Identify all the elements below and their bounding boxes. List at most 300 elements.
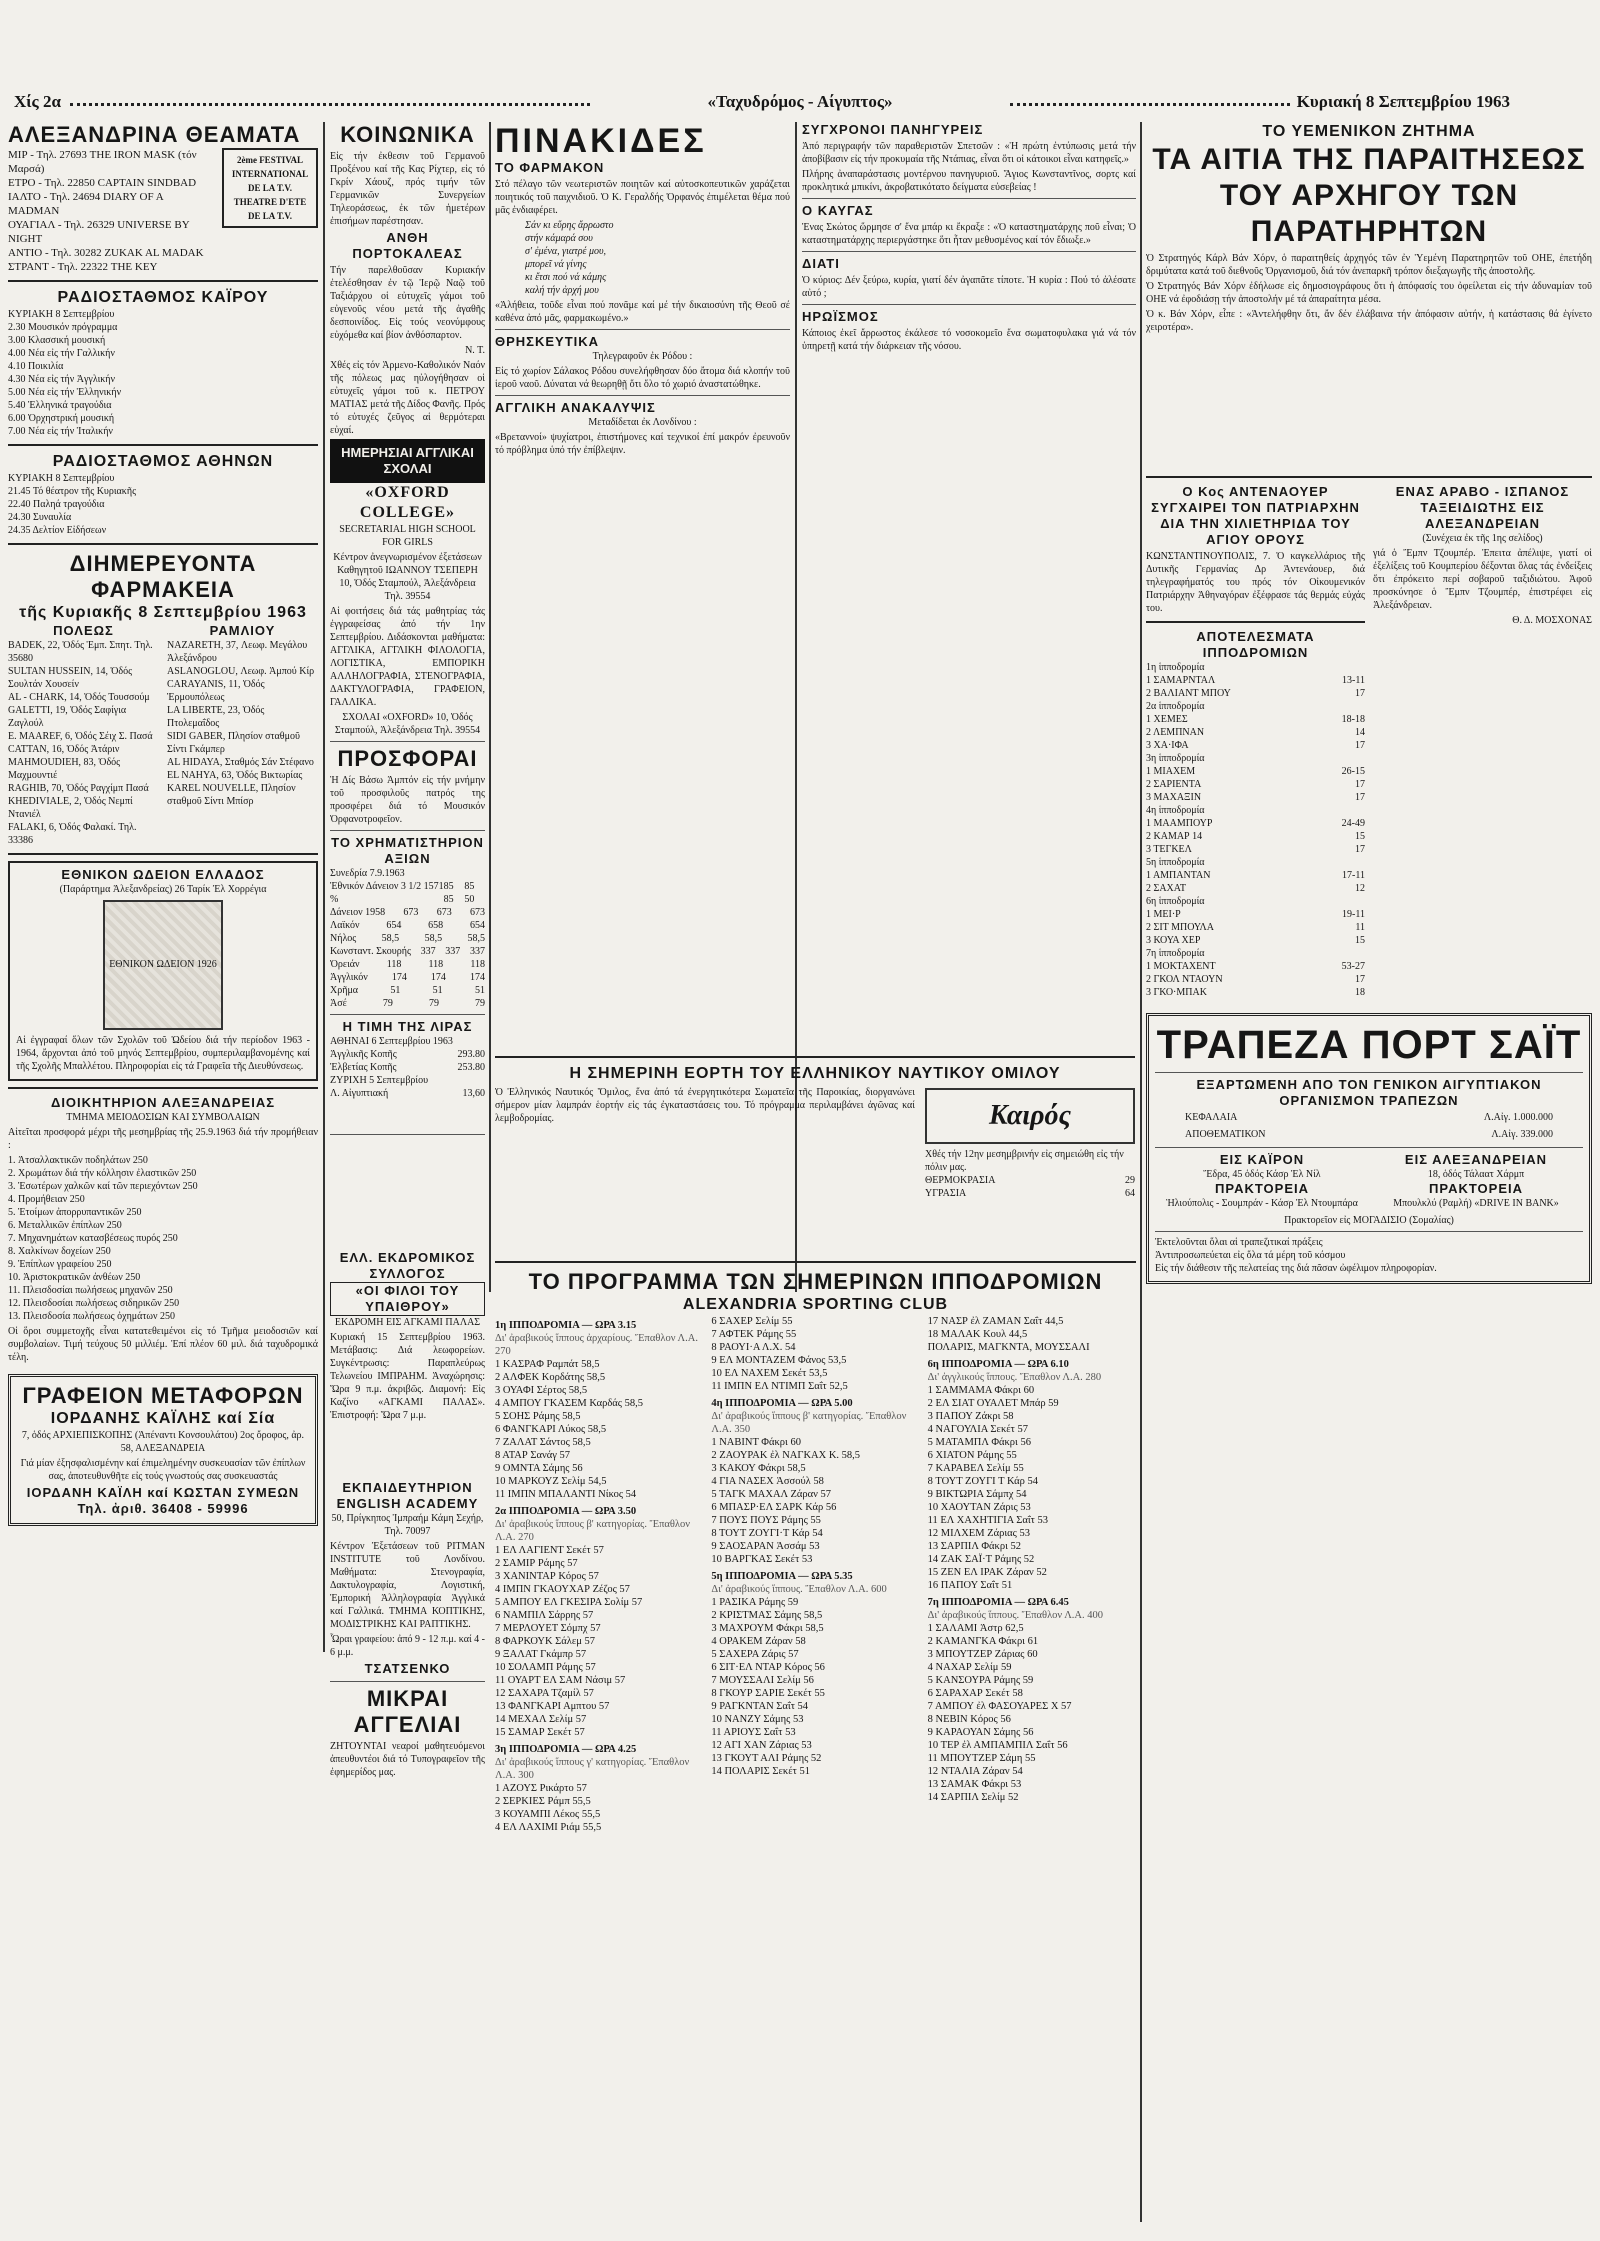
weather-table bbox=[925, 1174, 1135, 1200]
race-runner: 7 ΖΑΛΑΤ Σάντος 58,5 bbox=[495, 1437, 591, 1448]
transport-heading: ΓΡΑΦΕΙΟΝ ΜΕΤΑΦΟΡΩΝ bbox=[22, 1383, 304, 1408]
admin-items-list bbox=[8, 1154, 318, 1323]
column-news-lower bbox=[1146, 470, 1592, 2130]
race-runner: 11 ΟΥΑΡΤ ΕΛ ΣΑΜ Νάσιμ 57 bbox=[495, 1675, 626, 1686]
race-runner: 4 ΟΡΑΚΕΜ Ζάραν 58 bbox=[711, 1636, 806, 1647]
result-row-cell: 3 ΤΕΓΚΕΛ bbox=[1146, 844, 1192, 855]
bank-cairo-agencies: Ἡλιούπολις - Σουμπράν - Κάσρ Ἐλ Ντουμπάρα bbox=[1166, 1198, 1358, 1209]
religion-heading: ΘΡΗΣΚΕΥΤΙΚΑ bbox=[495, 334, 600, 349]
race-heading: 3η ΙΠΠΟΔΡΟΜΙΑ — ΩΡΑ 4.25 bbox=[495, 1744, 637, 1755]
race-runner: 4 ΕΛ ΛΑΧΙΜΙ Ριάμ 55,5 bbox=[495, 1822, 602, 1833]
radio-cairo-schedule bbox=[8, 308, 318, 438]
stock-row-cell: 79 bbox=[428, 998, 439, 1009]
race-runner: 3 ΚΟΥΑΜΠΙ Λέκος 55,5 bbox=[495, 1809, 601, 1820]
stock-row-cell: 654 bbox=[469, 920, 485, 931]
race-runner: 7 ΚΑΡΑΒΕΛ Σελίμ 55 bbox=[927, 1463, 1024, 1474]
weather-row-cell: 29 bbox=[1125, 1175, 1135, 1186]
column-rule bbox=[323, 122, 325, 1652]
bank-name: ΤΡΑΠΕΖΑ ΠΟΡΤ ΣΑΪΤ bbox=[1156, 1023, 1582, 1067]
result-row-cell: 2 ΛΕΜΠΝΑΝ bbox=[1146, 727, 1205, 738]
race-runner: 2 ΑΛΦΕΚ Κορδάτης 58,5 bbox=[495, 1372, 606, 1383]
race-heading: 1η ΙΠΠΟΔΡΟΜΙΑ — ΩΡΑ 3.15 bbox=[495, 1320, 637, 1331]
bank-service: Ἀντιπροσωπεύεται εἰς ὅλα τά μέρη τοῦ κόσμου bbox=[1155, 1250, 1346, 1261]
result-row-cell: 3η ἱπποδρομία bbox=[1146, 753, 1205, 764]
pharmacy-entry: NAZARETH, 37, Λεωφ. Μεγάλου Ἀλεξάνδρου bbox=[167, 640, 308, 664]
stock-row-cell: 118 bbox=[428, 959, 444, 970]
column-rule bbox=[1140, 122, 1142, 2222]
race-runner: 1 ΑΖΟΥΣ Ρικάρτο 57 bbox=[495, 1783, 587, 1794]
stock-row-cell: 337 bbox=[445, 946, 461, 957]
race-runner: 7 ΜΟΥΣΣΑΛΙ Σελίμ 56 bbox=[711, 1675, 814, 1686]
stock-row-cell: 118 bbox=[386, 959, 402, 970]
masthead-rule-left bbox=[70, 103, 590, 106]
result-row bbox=[1146, 947, 1365, 960]
race-runner: 8 ΝΕΒΙΝ Κόρος 56 bbox=[927, 1714, 1011, 1725]
navy-text: Ὁ Ἑλληνικός Ναυτικός Ὅμιλος, ἕνα ἀπό τά ἐνεργητικότερα Σωματεῖα τῆς Παροικίας, διοργανώνει σήμερον μίαν λαμπράν ἑορτήν εἰς τάς ἐγκαταστάσεις του. Τό πρόγραμμα περιλαμβάνει ἀγῶνας καί λεμβοδρομίας. bbox=[495, 1087, 915, 1124]
wedding-text: Τήν παρελθοῦσαν Κυριακήν ἐτελέσθησαν ἐν τῷ Ἱερῷ Ναῷ τοῦ Ταξιάρχου οἱ εὐτυχεῖς γάμοι τοῦ εὐγενοῦς νέου μετά τῆς ἀγαθῆς δεσποινίδος. Εἰς τούς νεονύμφους εὐχόμεθα καί βίον ἀνθόσπαρτον. bbox=[330, 265, 485, 341]
academy-text: Κέντρον Ἐξετάσεων τοῦ PITMAN INSTITUTE τοῦ Λονδίνου. Μαθήματα: Στενογραφία, Δακτυλογραφία, Λογιστική, Ἐμπορική Ἀλληλογραφία Ἀγγλικά καί Γαλλικά. ΤΜΗΜΑ ΚΟΠΤΙΚΗΣ, ΜΟΔΙΣΤΡΙΚΗΣ ΚΑΙ ΡΑΠΤΙΚΗΣ. bbox=[330, 1541, 485, 1630]
stock-row-cell: Χρῆμα bbox=[330, 985, 359, 996]
race-runner: 3 ΧΑΝΙΝΤΑΡ Κόρος 57 bbox=[495, 1571, 599, 1582]
pharmacy-entry: EL NAHYA, 63, Ὁδός Βικτωρίας bbox=[167, 770, 303, 781]
race-runner: 2 ΖΑΟΥΡΑΚ ἐλ ΝΑΓΚΑΧ Κ. 58,5 bbox=[711, 1450, 861, 1461]
poison-heading: ΤΟ ΦΑΡΜΑΚΟΝ bbox=[495, 160, 605, 175]
theatre-entry: ΙΑΛΤΟ - Τηλ. 24694 DIARY OF A MADMAN bbox=[8, 191, 164, 217]
race-runner: 10 ΣΟΛΑΜΠ Ράμης 57 bbox=[495, 1662, 596, 1673]
race-runner: 15 ΣΑΜΑΡ Σεκέτ 57 bbox=[495, 1727, 585, 1738]
block-academy bbox=[330, 1480, 485, 2180]
radio-athens-heading: ΡΑΔΙΟΣΤΑΘΜΟΣ ΑΘΗΝΩΝ bbox=[52, 453, 274, 470]
race-runner: 7 ΠΟΥΣ ΠΟΥΣ Ράμης 55 bbox=[711, 1515, 821, 1526]
column-entertainment bbox=[8, 122, 318, 2232]
excursion-text: Κυριακή 15 Σεπτεμβρίου 1963. Μετάβασις: Διά λεωφορείων. Συγκέντρωσις: Παραπλεύρως Τελωνείου ΙΜΠΡΑΗΜ. Ἀναχώρησις: Ὥρα 9 π.μ. ἀκριβῶς. Διαμονή: Εἰς Καζίνο «ΑΓΚΑΜΙ ΠΑΛΑΣ». Ἐπιστροφή: Ὥρα 7 μ.μ. bbox=[330, 1332, 485, 1421]
pharmacy-entry: RAGHIB, 70, Ὁδός Ραγχίμπ Πασά bbox=[8, 783, 149, 794]
poem bbox=[495, 219, 790, 297]
anglican-text: «Βρεταννοί» ψυχίατροι, ἐπιστήμονες καί τεχνικοί ἐπί μακρόν ἐρευνοῦν τό πρόβλημα ὑπό τήν ἐπίβλεψιν. bbox=[495, 432, 790, 456]
bank-somalia: Πρακτορεῖον εἰς ΜΟΓΑΔΙΣΙΟ (Σομαλίας) bbox=[1284, 1215, 1454, 1226]
fair-text: Πλήρης ἀναπαράστασις μοντέρνου πανηγυριοῦ. Ἅγιος Κωνσταντῖνος, σορτς καί προκλητικά μπικίνι, ἀκροβατικότατο δείγματα εὐσεβείας ! bbox=[802, 169, 1136, 193]
pharmacy-ramleh-list bbox=[167, 639, 318, 808]
result-row-cell: 2 ΓΚΟΛ ΝΤΑΟΥΝ bbox=[1146, 974, 1223, 985]
pound-row-cell: 253.80 bbox=[457, 1062, 485, 1073]
pharmacy-entry: ASLANOGLOU, Λεωφ. Ἀμπού Κίρ bbox=[167, 666, 315, 677]
school-contact: Κέντρον ἀνεγνωρισμένον ἐξετάσεων Καθηγητοῦ ΙΩΑΝΝΟΥ ΤΣΕΠΕΡΗ 10, Ὁδός Σταμπούλ, Ἀλεξάνδρεια Τηλ. 39554 bbox=[333, 552, 482, 602]
result-row bbox=[1146, 882, 1365, 895]
admin-item: 10. Ἀριστοκρατικῶν ἀνθέων 250 bbox=[8, 1272, 141, 1283]
pharmacy-entry: BADEK, 22, Ὁδός Ἐμπ. Σπητ. Τηλ. 35680 bbox=[8, 640, 153, 664]
radio-entry: 22.40 Παληά τραγούδια bbox=[8, 499, 105, 510]
bank-alex-heading: ΕΙΣ ΑΛΕΞΑΝΔΡΕΙΑΝ bbox=[1404, 1152, 1548, 1167]
radio-entry: ΚΥΡΙΑΚΗ 8 Σεπτεμβρίου bbox=[8, 473, 115, 484]
result-row-cell: 17-11 bbox=[1342, 870, 1365, 881]
admin-item: 5. Ἑτοίμων ἀπορρυπαντικῶν 250 bbox=[8, 1207, 142, 1218]
race-runner: 8 ΡΑΟΥΙ·Α Λ.Χ. 54 bbox=[711, 1342, 796, 1353]
race-runner: 1 ΣΑΛΑΜΙ Ἀστρ 62,5 bbox=[927, 1623, 1024, 1634]
yemen-text-3: Ὁ κ. Βάν Χόρν, εἶπε : «Ἀντελήφθην ὅτι, ἄν δέν ἐλάβαινα τήν ἀπόφασιν αὐτήν, ἡ κατάστασις θά ἐγίνετο χειροτέρα». bbox=[1146, 309, 1592, 333]
radio-entry: 21.45 Τό θέατρον τῆς Κυριακῆς bbox=[8, 486, 137, 497]
pharmacy-entry: FALAKI, 6, Ὁδός Φαλακί. Τηλ. 33386 bbox=[8, 822, 137, 846]
result-row bbox=[1146, 700, 1365, 713]
result-row-cell: 11 bbox=[1355, 922, 1365, 933]
result-row bbox=[1146, 765, 1365, 778]
quarrel-heading: Ο ΚΑΥΓΑΣ bbox=[802, 203, 874, 218]
race-runner: 1 ΝΑΒΙΝΤ Φάκρι 60 bbox=[711, 1437, 801, 1448]
stock-row-cell: 58,5 bbox=[467, 933, 485, 944]
stock-row bbox=[330, 906, 485, 919]
navy-article bbox=[495, 1050, 1135, 1250]
wedding-signature: Ν. Τ. bbox=[465, 345, 485, 356]
pound-row-cell: 13,60 bbox=[462, 1088, 485, 1099]
race-runner: 17 ΝΑΣΡ ἐλ ΖΑΜΑΝ Σαΐτ 44,5 bbox=[927, 1316, 1064, 1327]
result-row bbox=[1146, 687, 1365, 700]
radio-entry: 2.30 Μουσικόν πρόγραμμα bbox=[8, 322, 118, 333]
social-heading: ΚΟΙΝΩΝΙΚΑ bbox=[340, 122, 475, 147]
stock-row-cell: 58,5 bbox=[424, 933, 443, 944]
result-row bbox=[1146, 713, 1365, 726]
race-runner: 9 ΕΛ ΜΟΝΤΑΖΕΜ Φάνος 53,5 bbox=[711, 1355, 847, 1366]
stock-row-cell: Νήλος bbox=[330, 933, 357, 944]
admin-item: 13. Πλεισδοσία πωλήσεως ὀχημάτων 250 bbox=[8, 1311, 176, 1322]
excursion-subheading: ΕΚΔΡΟΜΗ ΕΙΣ ΑΓΚΑΜΙ ΠΑΛΑΣ bbox=[334, 1317, 481, 1328]
arab-subheading: (Συνέχεια ἐκ τῆς 1ης σελίδος) bbox=[1422, 533, 1543, 544]
stock-row-cell: Δάνειον 1958 bbox=[330, 907, 386, 918]
bank-agencies-heading-alex: ΠΡΑΚΤΟΡΕΙΑ bbox=[1428, 1181, 1524, 1196]
race-runner: 7 ΑΜΠΟΥ ἐλ ΦΑΣΟΥΑΡΕΣ Χ 57 bbox=[927, 1701, 1072, 1712]
radio-entry: 24.30 Συναυλία bbox=[8, 512, 72, 523]
poem-line: καλή τήν ἀρχή μου bbox=[525, 285, 599, 296]
pharmacy-entry: KAREL NOUVELLE, Πλησίον σταθμοῦ Σίντι Μπίσρ bbox=[167, 783, 296, 807]
school-phone: ΣΧΟΛΑΙ «OXFORD» 10, Ὁδός Σταμπούλ, Ἀλεξάνδρεια Τηλ. 39554 bbox=[334, 712, 481, 736]
poem-line: στήν κάμαρά σου bbox=[525, 233, 593, 244]
why-heading: ΔΙΑΤΙ bbox=[802, 256, 840, 271]
conservatory-subheading: (Παράρτημα Ἀλεξανδρείας) 26 Ταρίκ Ἐλ Χορρέγια bbox=[59, 884, 267, 895]
stock-date: Συνεδρία 7.9.1963 bbox=[330, 868, 405, 879]
race-runner: 6 ΣΙΤ·ΕΛ ΝΤΑΡ Κόρος 56 bbox=[711, 1662, 825, 1673]
religion-subheading: Τηλεγραφοῦν ἐκ Ρόδου : bbox=[592, 351, 693, 362]
race-runner: 10 ΒΑΡΓΚΑΣ Σεκέτ 53 bbox=[711, 1554, 813, 1565]
result-row bbox=[1146, 804, 1365, 817]
result-row-cell: 3 ΜΑΧΑΞΙΝ bbox=[1146, 792, 1202, 803]
result-row bbox=[1146, 908, 1365, 921]
stock-row-cell: 51 bbox=[432, 985, 443, 996]
race-heading: 5η ΙΠΠΟΔΡΟΜΙΑ — ΩΡΑ 5.35 bbox=[711, 1571, 853, 1582]
race-runner: 9 ΞΑΛΑΤ Γκάμπρ 57 bbox=[495, 1649, 587, 1660]
patriarch-headline: Ο Κος ΑΝΤΕΝΑΟΥΕΡ ΣΥΓΧΑΙΡΕΙ ΤΟΝ ΠΑΤΡΙΑΡΧΗΝ ΔΙΑ ΤΗΝ ΧΙΛΙΕΤΗΡΙΔΑ ΤΟΥ ΑΓΙΟΥ ΟΡΟΥΣ bbox=[1151, 484, 1360, 547]
race-runner: 11 ΙΜΠΝ ΕΛ ΝΤΙΜΠ Σαΐτ 52,5 bbox=[711, 1381, 848, 1392]
pharmacy-entry: AL HIDAYA, Σταθμός Σάν Στέφανο bbox=[167, 757, 314, 768]
result-row bbox=[1146, 960, 1365, 973]
weather-row bbox=[925, 1174, 1135, 1187]
bank-alex-agencies: Μπουλκλύ (Ραμλή) «DRIVE IN BANK» bbox=[1393, 1198, 1559, 1209]
race-column-right bbox=[928, 1315, 1136, 1834]
race-runner: 8 ΦΑΡΚΟΥΚ Σάλεμ 57 bbox=[495, 1636, 596, 1647]
race-runner: 8 ΤΟΥΤ ΖΟΥΓΙ·Τ Κάρ 54 bbox=[711, 1528, 823, 1539]
pound-row-cell: Λ. Αἰγυπτιακή bbox=[330, 1088, 389, 1099]
stock-row-cell: Ὀρειάν bbox=[330, 959, 360, 970]
result-row-cell: 2 ΒΑΛΙΑΝΤ ΜΠΟΥ bbox=[1146, 688, 1231, 699]
stock-row-cell: 118 bbox=[470, 959, 485, 970]
result-row-cell: 1η ἱπποδρομία bbox=[1146, 662, 1205, 673]
race-runner: 8 ΓΚΟΥΡ ΣΑΡΙΕ Σεκέτ 55 bbox=[711, 1688, 825, 1699]
race-runner: 9 ΣΑΟΣΑΡΑΝ Ἀσσάμ 53 bbox=[711, 1541, 820, 1552]
race-runner: 4 ΝΑΧΑΡ Σελίμ 59 bbox=[927, 1662, 1012, 1673]
stock-row-cell: 174 bbox=[391, 972, 407, 983]
result-row-cell: 1 ΜΑΑΜΠΟΥΡ bbox=[1146, 818, 1213, 829]
arab-signature: Θ. Δ. ΜΟΣΧΟΝΑΣ bbox=[1512, 615, 1592, 626]
poison-text: Στό πέλαγο τῶν νεωτεριστῶν ποιητῶν καί αὐτοσκοπευτικῶν χαράζεται ποιητικός τοῦ παιχνιδιοῦ. Ὁ Κ. Γεραλδής Ὀρφανός ἐπιμέλεται θέμα πού μᾶς ἐνδιαφέρει. bbox=[495, 179, 790, 216]
race-runner: 10 ΕΛ ΝΑΧΕΜ Σεκέτ 53,5 bbox=[711, 1368, 828, 1379]
masthead bbox=[0, 92, 1600, 118]
stock-row-cell: 673 bbox=[403, 907, 419, 918]
admin-item: 4. Προμήθειαν 250 bbox=[8, 1194, 85, 1205]
result-row bbox=[1146, 921, 1365, 934]
result-row-cell: 1 ΜΟΚΤΑΧΕΝΤ bbox=[1146, 961, 1216, 972]
fair-heading: ΣΥΓΧΡΟΝΟΙ ΠΑΝΗΓΥΡΕΙΣ bbox=[802, 122, 984, 137]
radio-entry: 5.40 Ἑλληνικά τραγούδια bbox=[8, 400, 112, 411]
race-heading: 6η ΙΠΠΟΔΡΟΜΙΑ — ΩΡΑ 6.10 bbox=[927, 1359, 1069, 1370]
pharmacy-entry: SIDI GABER, Πλησίον σταθμοῦ Σίντι Γκάμπερ bbox=[167, 731, 300, 755]
race-runner: 6 ΜΠΑΣΡ·ΕΛ ΣΑΡΚ Κάρ 56 bbox=[711, 1502, 837, 1513]
race-runner: 10 ΤΕΡ ἐλ ΑΜΠΑΜΠΙΛ Σαΐτ 56 bbox=[927, 1740, 1068, 1751]
result-row bbox=[1146, 661, 1365, 674]
race-heading: 4η ΙΠΠΟΔΡΟΜΙΑ — ΩΡΑ 5.00 bbox=[711, 1398, 853, 1409]
stock-row-cell: Λαϊκόν bbox=[330, 920, 360, 931]
race-runner: 4 ΝΑΓΟΥΛΙΑ Σεκέτ 57 bbox=[927, 1424, 1028, 1435]
results-heading: ΑΠΟΤΕΛΕΣΜΑΤΑ ΙΠΠΟΔΡΟΜΙΩΝ bbox=[1196, 629, 1315, 660]
religion-text: Εἰς τό χωρίον Σάλακος Ρόδου συνελήφθησαν δύο ἄτομα διά κλοπήν τοῦ ἱεροῦ ναοῦ. Δύναται νά θεωρηθῇ ὅτι ὅλο τό χωριό ἀναστατώθηκε. bbox=[495, 366, 790, 390]
result-row-cell: 5η ἱπποδρομία bbox=[1146, 857, 1205, 868]
race-runner: 7 ΜΕΡΛΟΥΕΤ Σόμπχ 57 bbox=[495, 1623, 601, 1634]
admin-item: 8. Χαλκίνων δοχείων 250 bbox=[8, 1246, 111, 1257]
result-row-cell: 26-15 bbox=[1341, 766, 1365, 777]
race-runner: 5 ΤΑΓΚ ΜΑΧΑΛ Ζάραν 57 bbox=[711, 1489, 832, 1500]
stock-row-cell: 337 bbox=[420, 946, 436, 957]
pharmacy-entry: AL - CHARK, 14, Ὁδός Τουσσούμ bbox=[8, 692, 150, 703]
race-runner: 6 ΦΑΝΓΚΑΡΙ Λύκος 58,5 bbox=[495, 1424, 607, 1435]
result-row-cell: 4η ἱπποδρομία bbox=[1146, 805, 1205, 816]
stock-row-cell: 79 bbox=[475, 998, 485, 1009]
why-text: Ὁ κύριος: Δέν ξεύρω, κυρία, γιατί δέν ἀγαπᾶτε τίποτε. Ἡ κυρία : Πού τό ἀλέσατε αὐτό ; bbox=[802, 275, 1136, 299]
race-column-middle bbox=[711, 1315, 919, 1834]
race-runner: 11 ΕΛ ΧΑΧΗΤΙΓΙΑ Σαΐτ 53 bbox=[927, 1515, 1048, 1526]
result-row bbox=[1146, 869, 1365, 882]
race-runner: 14 ΜΕΧΑΛ Σελίμ 57 bbox=[495, 1714, 587, 1725]
stock-row-cell: 51 bbox=[390, 985, 401, 996]
column-pinakides bbox=[495, 122, 790, 1162]
admin-footer: Οἱ ὅροι συμμετοχῆς εἶναι κατατεθειμένοι εἰς τό Τμῆμα μειοδοσιῶν καί συμβολαίων. Τιμή τεύχους 50 μιλλιέμ. Ἐπί πλέον 60 μιλ. διά ταχυδρομικά τέλη. bbox=[8, 1326, 318, 1363]
admin-item: 7. Μηχανημάτων κατασβέσεως πυρός 250 bbox=[8, 1233, 178, 1244]
pound-row-cell: Ἐλβετίας Κοπῆς bbox=[330, 1062, 397, 1073]
race-runner: 13 ΦΑΝΓΚΑΡΙ Αμπτου 57 bbox=[495, 1701, 610, 1712]
excursion-heading: «ΟΙ ΦΙΛΟΙ ΤΟΥ ΥΠΑΙΘΡΟΥ» bbox=[330, 1282, 485, 1316]
spacer-2 bbox=[802, 980, 1136, 1050]
result-row bbox=[1146, 726, 1365, 739]
radio-entry: 7.00 Νέα εἰς τήν Ἰταλικήν bbox=[8, 426, 113, 437]
pharmacy-entry: CARAYANIS, 11, Ὁδός Ἑρμουπόλεως bbox=[167, 679, 265, 703]
race-conditions: Δι' ἀραβικούς ἵππους β' κατηγορίας. Ἔπαθλον Λ.Α. 270 bbox=[495, 1519, 691, 1543]
pharmacy-entry: MAHMOUDIEH, 83, Ὁδός Μαχμουντιέ bbox=[8, 757, 121, 781]
result-row-cell: 2α ἱπποδρομία bbox=[1146, 701, 1205, 712]
stock-row-cell: 174 bbox=[430, 972, 446, 983]
stock-row-cell: 79 bbox=[382, 998, 393, 1009]
result-row bbox=[1146, 934, 1365, 947]
pharmacy-entry: LA LIBERTE, 23, Ὁδός Πτολεμαΐδος bbox=[167, 705, 265, 729]
race-runner: 1 ΕΛ ΛΑΓΙΕΝΤ Σεκέτ 57 bbox=[495, 1545, 604, 1556]
transport-address: 7, ὁδός ΑΡΧΙΕΠΙΣΚΟΠΗΣ (Ἀπέναντι Κονσουλάτου) 2ος ὄροφος, ἀρ. 58, ΑΛΕΞΑΝΔΡΕΙΑ bbox=[21, 1430, 305, 1454]
academy-heading: ΕΚΠΑΙΔΕΥΤΗΡΙΟΝ ENGLISH ACADEMY bbox=[336, 1480, 479, 1511]
newspaper-title: «Ταχυδρόμος - Αίγυπτος» bbox=[707, 92, 893, 111]
race-club: ALEXANDRIA SPORTING CLUB bbox=[682, 1296, 949, 1313]
admin-subheading: ΤΜΗΜΑ ΜΕΙΟΔΟΣΙΩΝ ΚΑΙ ΣΥΜΒΟΛΑΙΩΝ bbox=[66, 1112, 260, 1123]
poem-line: Σάν κι εὕρης ἄρρωστο bbox=[525, 220, 614, 231]
fair-intro: Ἀπό περιγραφήν τῶν παραθεριστῶν Σπετσῶν : «Ἡ πρώτη ἐντύπωσις μετά τήν ἀποβίβασιν εἰς τήν προκυμαία τῆς Ντάπιας, εἶναι ὅτι οἱ κάτοικοι εἶναι κατηφεῖς.» bbox=[802, 141, 1136, 165]
race-runner: 7 ΑΦΤΕΚ Ράμης 55 bbox=[711, 1329, 797, 1340]
race-runner: 3 ΚΑΚΟΥ Φάκρι 58,5 bbox=[711, 1463, 806, 1474]
admin-item: 6. Μεταλλικῶν ἐπίπλων 250 bbox=[8, 1220, 122, 1231]
pound-row-cell: ΖΥΡΙΧΗ 5 Σεπτεμβρίου bbox=[330, 1075, 429, 1086]
admin-item: 1. Ἀτσαλλακτικῶν ποδηλάτων 250 bbox=[8, 1155, 148, 1166]
race-runner: 5 ΑΜΠΟΥ ΕΛ ΓΚΕΣΙΡΑ Σολίμ 57 bbox=[495, 1597, 643, 1608]
admin-item: 9. Ἐπίπλων γραφείου 250 bbox=[8, 1259, 112, 1270]
result-row-cell: 17 bbox=[1355, 779, 1365, 790]
race-runner: 4 ΙΜΠΝ ΓΚΑΟΥΧΑΡ Ζέζος 57 bbox=[495, 1584, 630, 1595]
result-row-cell: 17 bbox=[1355, 974, 1365, 985]
weather-row-cell: ΘΕΡΜΟΚΡΑΣΙΑ bbox=[925, 1175, 996, 1186]
race-runner: 5 ΣΑΧΕΡΑ Ζάρις 57 bbox=[711, 1649, 799, 1660]
theatre-entry: ΜΙΡ - Τηλ. 27693 THE IRON MASK (τόν Μαρσά) bbox=[8, 149, 197, 175]
radio-entry: 4.10 Ποικιλία bbox=[8, 361, 64, 372]
offers-heading: ΠΡΟΣΦΟΡΑΙ bbox=[337, 746, 478, 771]
race-conditions: Δι' ἀραβικούς ἵππους ἀρχαρίους. Ἔπαθλον Λ.Α. 270 bbox=[495, 1333, 698, 1357]
academy-footer: ΤΣΑΤΣΕΝΚΟ bbox=[364, 1661, 451, 1676]
race-column-left bbox=[495, 1315, 703, 1834]
result-row bbox=[1146, 843, 1365, 856]
theatres-heading: ΑΛΕΞΑΝΔΡΙΝΑ ΘΕΑΜΑΤΑ bbox=[8, 122, 301, 147]
stock-row-cell: 51 bbox=[474, 985, 485, 996]
weather-row-cell: 64 bbox=[1125, 1188, 1135, 1199]
weather-box: Καιρός bbox=[925, 1088, 1135, 1144]
pharmacy-entry: KHEDIVIALE, 2, Ὁδός Νεμπί Ντανιέλ bbox=[8, 796, 133, 820]
bank-reserve-value: Λ.Αἰγ. 339.000 bbox=[1491, 1129, 1553, 1140]
theatre-list bbox=[8, 148, 216, 274]
stock-heading: ΤΟ ΧΡΗΜΑΤΙΣΤΗΡΙΟΝ ΑΞΙΩΝ bbox=[331, 835, 484, 866]
arab-headline: ΕΝΑΣ ΑΡΑΒΟ - ΙΣΠΑΝΟΣ ΤΑΞΕΙΔΙΩΤΗΣ ΕΙΣ ΑΛΕΞΑΝΔΡΕΙΑΝ bbox=[1395, 484, 1570, 531]
race-runner: 3 ΟΥΑΦΙ Σέρτος 58,5 bbox=[495, 1385, 588, 1396]
admin-text: Αἰτεῖται προσφορά μέχρι τῆς μεσημβρίας τῆς 25.9.1963 διά τήν προμήθειαν : bbox=[8, 1127, 318, 1151]
race-runner: 14 ΠΟΛΑΡΙΣ Σεκέτ 51 bbox=[711, 1766, 810, 1777]
stock-row-cell: Κωνσταντ. Σκουρής bbox=[330, 946, 411, 957]
quarrel-text: Ἐνας Σκώτος ὥρμησε σ' ἕνα μπάρ κι ἔκραξε : «Ὁ καταστηματάρχης ποῦ εἶναι; Ὁ καταστηματάρχης περιεργάστηκε ὅτι ἦταν μεθυσμένος καί τόν ἔδιωξε.» bbox=[802, 222, 1136, 246]
transport-footer: ΙΟΡΔΑΝΗ ΚΑΪΛΗ καί ΚΩΣΤΑΝ ΣΥΜΕΩΝ Τηλ. ἀριθ. 36408 - 59996 bbox=[26, 1485, 300, 1516]
race-runner: 11 ΜΠΟΥΤΖΕΡ Σάμη 55 bbox=[927, 1753, 1036, 1764]
race-runner: 13 ΣΑΜΑΚ Φάκρι 53 bbox=[927, 1779, 1022, 1790]
race-runner: 12 ΜΙΛΧΕΜ Ζάριας 53 bbox=[927, 1528, 1030, 1539]
race-runner: 12 ΝΤΑΛΙΑ Ζάραν 54 bbox=[927, 1766, 1023, 1777]
stock-row-cell: 1571 bbox=[423, 881, 444, 892]
race-runner: 14 ΖΑΚ ΣΑΪ·Τ Ράμης 52 bbox=[927, 1554, 1035, 1565]
result-row-cell: 2 ΚΑΜΑΡ 14 bbox=[1146, 831, 1203, 842]
page-number: Χίς 2α bbox=[14, 92, 61, 111]
result-row bbox=[1146, 778, 1365, 791]
heroism-text: Κάποιος ἐκεῖ ἄρρωστος ἐκάλεσε τό νοσοκομεῖο ἕνα σωματοφυλακα γιά νά τόν ὑπηρετῇ κατά τήν διάρκειαν τῆς νόσου. bbox=[802, 328, 1136, 352]
result-row-cell: 2 ΣΑΧΑΤ bbox=[1146, 883, 1186, 894]
race-program-heading: ΤΟ ΠΡΟΓΡΑΜΜΑ ΤΩΝ ΣΗΜΕΡΙΝΩΝ ΙΠΠΟΔΡΟΜΙΩΝ bbox=[528, 1269, 1103, 1294]
yemen-text-2: Ὁ Στρατηγός Βάν Χόρν ἐδήλωσε εἰς δημοσιογράφους ὅτι ἡ ἀπόφασίς του ὀφείλεται εἰς τήν ἀδυναμίαν τοῦ ΟΗΕ νά ἐφοδιάσῃ τήν ἀποστολήν μέ τά ἀπαραίτητα μέσα. bbox=[1146, 281, 1592, 305]
race-conditions: Δι' ἀραβικούς ἵππους. Ἔπαθλον Λ.Α. 600 bbox=[711, 1584, 887, 1595]
race-conditions: Δι' ἀγγλικούς ἵππους. Ἔπαθλον Λ.Α. 280 bbox=[927, 1372, 1102, 1383]
poison-tail: «Ἀλήθεια, τοῦδε εἶναι πού πονᾶμε καί μέ τήν δικαιοσύνη τῆς Θεοῦ σέ καθένα ἀπό μᾶς, φαρμακωμένο.» bbox=[495, 300, 790, 324]
race-runner: 13 ΣΑΡΠΙΛ Φάκρι 52 bbox=[927, 1541, 1022, 1552]
race-conditions: Δι' ἀραβικούς ἵππους γ' κατηγορίας. Ἔπαθλον Λ.Α. 300 bbox=[495, 1757, 690, 1781]
classified-heading: ΜΙΚΡΑΙ ΑΓΓΕΛΙΑΙ bbox=[353, 1686, 462, 1737]
result-row-cell: 19-11 bbox=[1342, 909, 1365, 920]
result-row-cell: 18-18 bbox=[1341, 714, 1365, 725]
race-runner: 3 ΜΑΧΡΟΥΜ Φάκρι 58,5 bbox=[711, 1623, 824, 1634]
stock-row-cell: Ἀγγλικόν bbox=[330, 972, 368, 983]
race-runner: 11 ΑΡΙΟΥΣ Σαΐτ 53 bbox=[711, 1727, 796, 1738]
theatre-entry: ΕΤΡΟ - Τηλ. 22850 CAPTAIN SINDBAD bbox=[8, 177, 197, 189]
race-runner: 2 ΚΡΙΣΤΜΑΣ Σάμης 58,5 bbox=[711, 1610, 823, 1621]
race-runner: 12 ΣΑΧΑΡΑ Τζαμίλ 57 bbox=[495, 1688, 594, 1699]
school-name: «OXFORD COLLEGE» bbox=[359, 484, 456, 521]
radio-entry: 3.00 Κλασσική μουσική bbox=[8, 335, 106, 346]
academy-hours: Ὧραι γραφείου: ἀπό 9 - 12 π.μ. καί 4 - 6 μ.μ. bbox=[330, 1634, 485, 1658]
stock-row-cell: 658 bbox=[428, 920, 444, 931]
yemen-text-1: Ὁ Στρατηγός Κάρλ Βάν Χόρν, ὁ παραιτηθείς ἀρχηγός τῶν ἐν Ὑεμένη Παρατηρητῶν τοῦ ΟΗΕ, ἐπετήδη δριμύτατα κατά τοῦ διεθνοῦς Ὀργανισμοῦ, διά τόν ἀνεπαρκῆ τρόπον διεξαγωγῆς τῆς ἀποστολῆς. bbox=[1146, 253, 1592, 277]
result-row-cell: 24-49 bbox=[1341, 818, 1365, 829]
race-runner: 10 ΜΑΡΚΟΥΖ Σελίμ 54,5 bbox=[495, 1476, 607, 1487]
stock-row-cell: 654 bbox=[386, 920, 402, 931]
radio-cairo-heading: ΡΑΔΙΟΣΤΑΘΜΟΣ ΚΑΪΡΟΥ bbox=[57, 289, 269, 306]
result-row-cell: 7η ἱπποδρομία bbox=[1146, 948, 1205, 959]
result-row bbox=[1146, 791, 1365, 804]
result-row-cell: 13-11 bbox=[1342, 675, 1365, 686]
result-row-cell: 3 ΓΚΟ·ΜΠΑΚ bbox=[1146, 987, 1207, 998]
race-conditions: Δι' ἀραβικούς ἵππους. Ἔπαθλον Λ.Α. 400 bbox=[927, 1610, 1104, 1621]
admin-heading: ΔΙΟΙΚΗΤΗΡΙΟΝ ΑΛΕΞΑΝΔΡΕΙΑΣ bbox=[50, 1095, 276, 1110]
school-banner: ΗΜΕΡΗΣΙΑΙ ΑΓΓΛΙΚΑΙ ΣΧΟΛΑΙ bbox=[330, 439, 485, 483]
result-row-cell: 1 ΑΜΠΑΝΤΑΝ bbox=[1146, 870, 1211, 881]
race-runner: 16 ΠΑΠΟΥ Σαΐτ 51 bbox=[927, 1580, 1013, 1591]
race-runner: 2 ΚΑΜΑΝΓΚΑ Φάκρι 61 bbox=[927, 1636, 1039, 1647]
weather-row-cell: ΥΓΡΑΣΙΑ bbox=[925, 1188, 967, 1199]
pharmacy-subheading: τῆς Κυριακῆς 8 Σεπτεμβρίου 1963 bbox=[19, 604, 307, 621]
yemen-kicker: ΤΟ ΥΕΜΕΝΙΚΟΝ ΖΗΤΗΜΑ bbox=[1262, 123, 1476, 140]
race-runner: 5 ΚΑΝΣΟΥΡΑ Ράμης 59 bbox=[927, 1675, 1034, 1686]
offers-text: Ἡ Δίς Βάσω Ἀμπτόν εἰς τήν μνήμην τοῦ προσφιλοῦς πατρός της προσφέρει διά τό Μουσικόν Ὀρφανοτροφεῖον. bbox=[330, 775, 485, 825]
race-runner: 9 ΒΙΚΤΩΡΙΑ Σάμπχ 54 bbox=[927, 1489, 1027, 1500]
conservatory-text: Αἱ ἐγγραφαί ὅλων τῶν Σχολῶν τοῦ Ὠδείου διά τήν περίοδον 1963 - 1964, ἄρχονται ἀπό τοῦ μηνός Σεπτεμβρίου, συμπεριλαμβανομένης καί τῆς Σχολῆς Μπαλλέτου. Πληροφορίαι εἰς τά Γραφεῖα τῆς Διευθύνσεως. bbox=[16, 1035, 310, 1072]
transport-text: Γιά μίαν ἐξησφαλισμένην καί ἐπιμελημένην συσκευασίαν τῶν ἐπίπλων σας, ἀποτευθυνθῆτε εἰς τούς γνωστούς σας συσκευαστάς bbox=[20, 1458, 306, 1482]
result-row-cell: 17 bbox=[1355, 740, 1365, 751]
radio-entry: ΚΥΡΙΑΚΗ 8 Σεπτεμβρίου bbox=[8, 309, 115, 320]
bank-reserve-label: ΑΠΟΘΕΜΑΤΙΚΟΝ bbox=[1185, 1129, 1266, 1140]
result-row-cell: 17 bbox=[1355, 688, 1365, 699]
race-runner: 6 ΣΑΡΑΧΑΡ Σεκέτ 58 bbox=[927, 1688, 1023, 1699]
yemen-headline: ΤΑ ΑΙΤΙΑ ΤΗΣ ΠΑΡΑΙΤΗΣΕΩΣ ΤΟΥ ΑΡΧΗΓΟΥ ΤΩΝ ΠΑΡΑΤΗΡΗΤΩΝ bbox=[1152, 143, 1586, 248]
race-runner: 9 ΟΜΝΤΑ Σάμης 56 bbox=[495, 1463, 583, 1474]
bank-services bbox=[1155, 1236, 1583, 1275]
pinakides-heading: ΠΙΝΑΚΙΔΕΣ bbox=[495, 122, 707, 160]
bank-cairo-heading: ΕΙΣ ΚΑΪΡΟΝ bbox=[1219, 1152, 1305, 1167]
race-runner: 3 ΠΑΠΟΥ Ζάκρι 58 bbox=[927, 1411, 1014, 1422]
race-runner: 11 ΙΜΠΝ ΜΠΑΛΑΝΤΙ Νίκος 54 bbox=[495, 1489, 637, 1500]
bank-cairo-address: Ἕδρα, 45 ὁδός Κάσρ Ἐλ Νίλ bbox=[1203, 1169, 1321, 1180]
race-runner: 8 ΑΤΑΡ Σανάγ 57 bbox=[495, 1450, 570, 1461]
result-row bbox=[1146, 830, 1365, 843]
bank-service: Ἐκτελοῦνται ὅλαι αἱ τραπεζιτικαί πράξεις bbox=[1155, 1237, 1323, 1248]
academy-address: 50, Πρίγκηπος Ἰμπραήμ Κάμη Σεχήρ, Τηλ. 70097 bbox=[331, 1513, 484, 1537]
